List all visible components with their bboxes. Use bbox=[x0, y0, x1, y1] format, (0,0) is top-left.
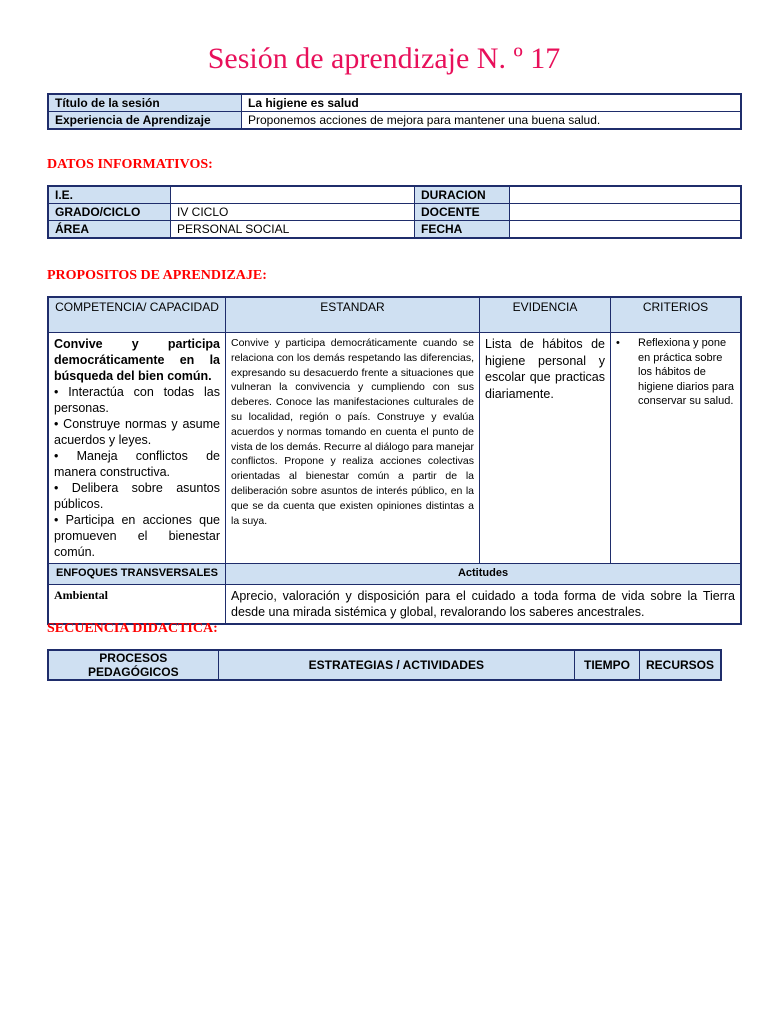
fecha-value bbox=[510, 221, 742, 239]
enfoques-header: ENFOQUES TRANSVERSALES bbox=[48, 564, 226, 585]
enfoque-cell: Ambiental bbox=[48, 585, 226, 625]
table-row bbox=[48, 186, 741, 204]
table-row bbox=[48, 112, 741, 130]
competencia-title: Convive y participa democráticamente en la búsqueda del bien común. bbox=[54, 337, 220, 383]
capacidad-item: • Interactúa con todas las personas. bbox=[54, 385, 220, 415]
criterios-cell bbox=[611, 333, 742, 564]
recursos-header: RECURSOS bbox=[639, 650, 721, 680]
procesos-header: PROCESOS PEDAGÓGICOS bbox=[48, 650, 218, 680]
area-label: ÁREA bbox=[48, 221, 171, 239]
ie-value bbox=[171, 186, 415, 204]
table-row bbox=[48, 650, 721, 680]
capacidad-item: • Maneja conflictos de manera constructiva. bbox=[54, 449, 220, 479]
session-title-label: Título de la sesión bbox=[48, 94, 242, 112]
tiempo-header: TIEMPO bbox=[575, 650, 640, 680]
fecha-label: FECHA bbox=[415, 221, 510, 239]
actitud-cell: Aprecio, valoración y disposición para el cuidado a toda forma de vida sobre la Tierra desde una mirada sistémica y global, revalorando los saberes ancestrales. bbox=[226, 585, 742, 625]
competencia-header: COMPETENCIA/ CAPACIDAD bbox=[48, 297, 226, 333]
grado-label: GRADO/CICLO bbox=[48, 204, 171, 221]
docente-label: DOCENTE bbox=[415, 204, 510, 221]
datos-table bbox=[47, 185, 742, 239]
page-title: Sesión de aprendizaje N. º 17 bbox=[207, 42, 561, 75]
experience-value: Proponemos acciones de mejora para mantener una buena salud. bbox=[242, 112, 742, 130]
capacidad-item: • Participa en acciones que promueven el bienestar común. bbox=[54, 513, 220, 559]
session-title-value: La higiene es salud bbox=[242, 94, 742, 112]
capacidad-item: • Construye normas y asume acuerdos y leyes. bbox=[54, 417, 220, 447]
table-row bbox=[48, 297, 741, 333]
table-row bbox=[48, 333, 741, 564]
propositos-heading: PROPOSITOS DE APRENDIZAJE: bbox=[47, 268, 267, 283]
capacidad-item: • Delibera sobre asuntos públicos. bbox=[54, 481, 220, 511]
propositos-table bbox=[47, 296, 742, 625]
estandar-cell: Convive y participa democráticamente cuando se relaciona con los demás respetando las diferencias, expresando su desacuerdo frente a situaciones que vulneran la convivencia y cumpliendo con sus deberes. Conoce las manifestaciones culturales de su localidad, región o país. Construye y evalúa acuerdos y normas tomando en cuenta el punto de vista de los demás. Recurre al diálogo para manejar conflictos. Propone y realiza acciones colectivas orientadas al bienestar común a partir de la deliberación sobre asuntos de interés público, en la que se da cuenta que existen opiniones distintas a la suya. bbox=[226, 333, 480, 564]
duracion-value bbox=[510, 186, 742, 204]
table-row bbox=[48, 585, 741, 625]
grado-value: IV CICLO bbox=[171, 204, 415, 221]
ie-label: I.E. bbox=[48, 186, 171, 204]
area-value: PERSONAL SOCIAL bbox=[171, 221, 415, 239]
table-row bbox=[48, 221, 741, 239]
table-row bbox=[48, 204, 741, 221]
duracion-label: DURACION bbox=[415, 186, 510, 204]
bullet-icon: • bbox=[616, 337, 620, 349]
experience-label: Experiencia de Aprendizaje bbox=[48, 112, 242, 130]
session-table bbox=[47, 93, 742, 130]
criterios-header: CRITERIOS bbox=[611, 297, 742, 333]
actitudes-header: Actitudes bbox=[226, 564, 742, 585]
estandar-header: ESTANDAR bbox=[226, 297, 480, 333]
docente-value bbox=[510, 204, 742, 221]
secuencia-table bbox=[47, 649, 722, 681]
datos-heading: DATOS INFORMATIVOS: bbox=[47, 157, 213, 172]
evidencia-header: EVIDENCIA bbox=[480, 297, 611, 333]
estrategias-header: ESTRATEGIAS / ACTIVIDADES bbox=[218, 650, 574, 680]
evidencia-cell: Lista de hábitos de higiene personal y escolar que practicas diariamente. bbox=[480, 333, 611, 564]
criterio-text: Reflexiona y pone en práctica sobre los hábitos de higiene diarios para conservar su salud. bbox=[638, 337, 735, 407]
table-row bbox=[48, 564, 741, 585]
table-row bbox=[48, 94, 741, 112]
competencia-cell bbox=[48, 333, 226, 564]
secuencia-heading: SECUENCIA DIDACTICA: bbox=[47, 621, 218, 636]
